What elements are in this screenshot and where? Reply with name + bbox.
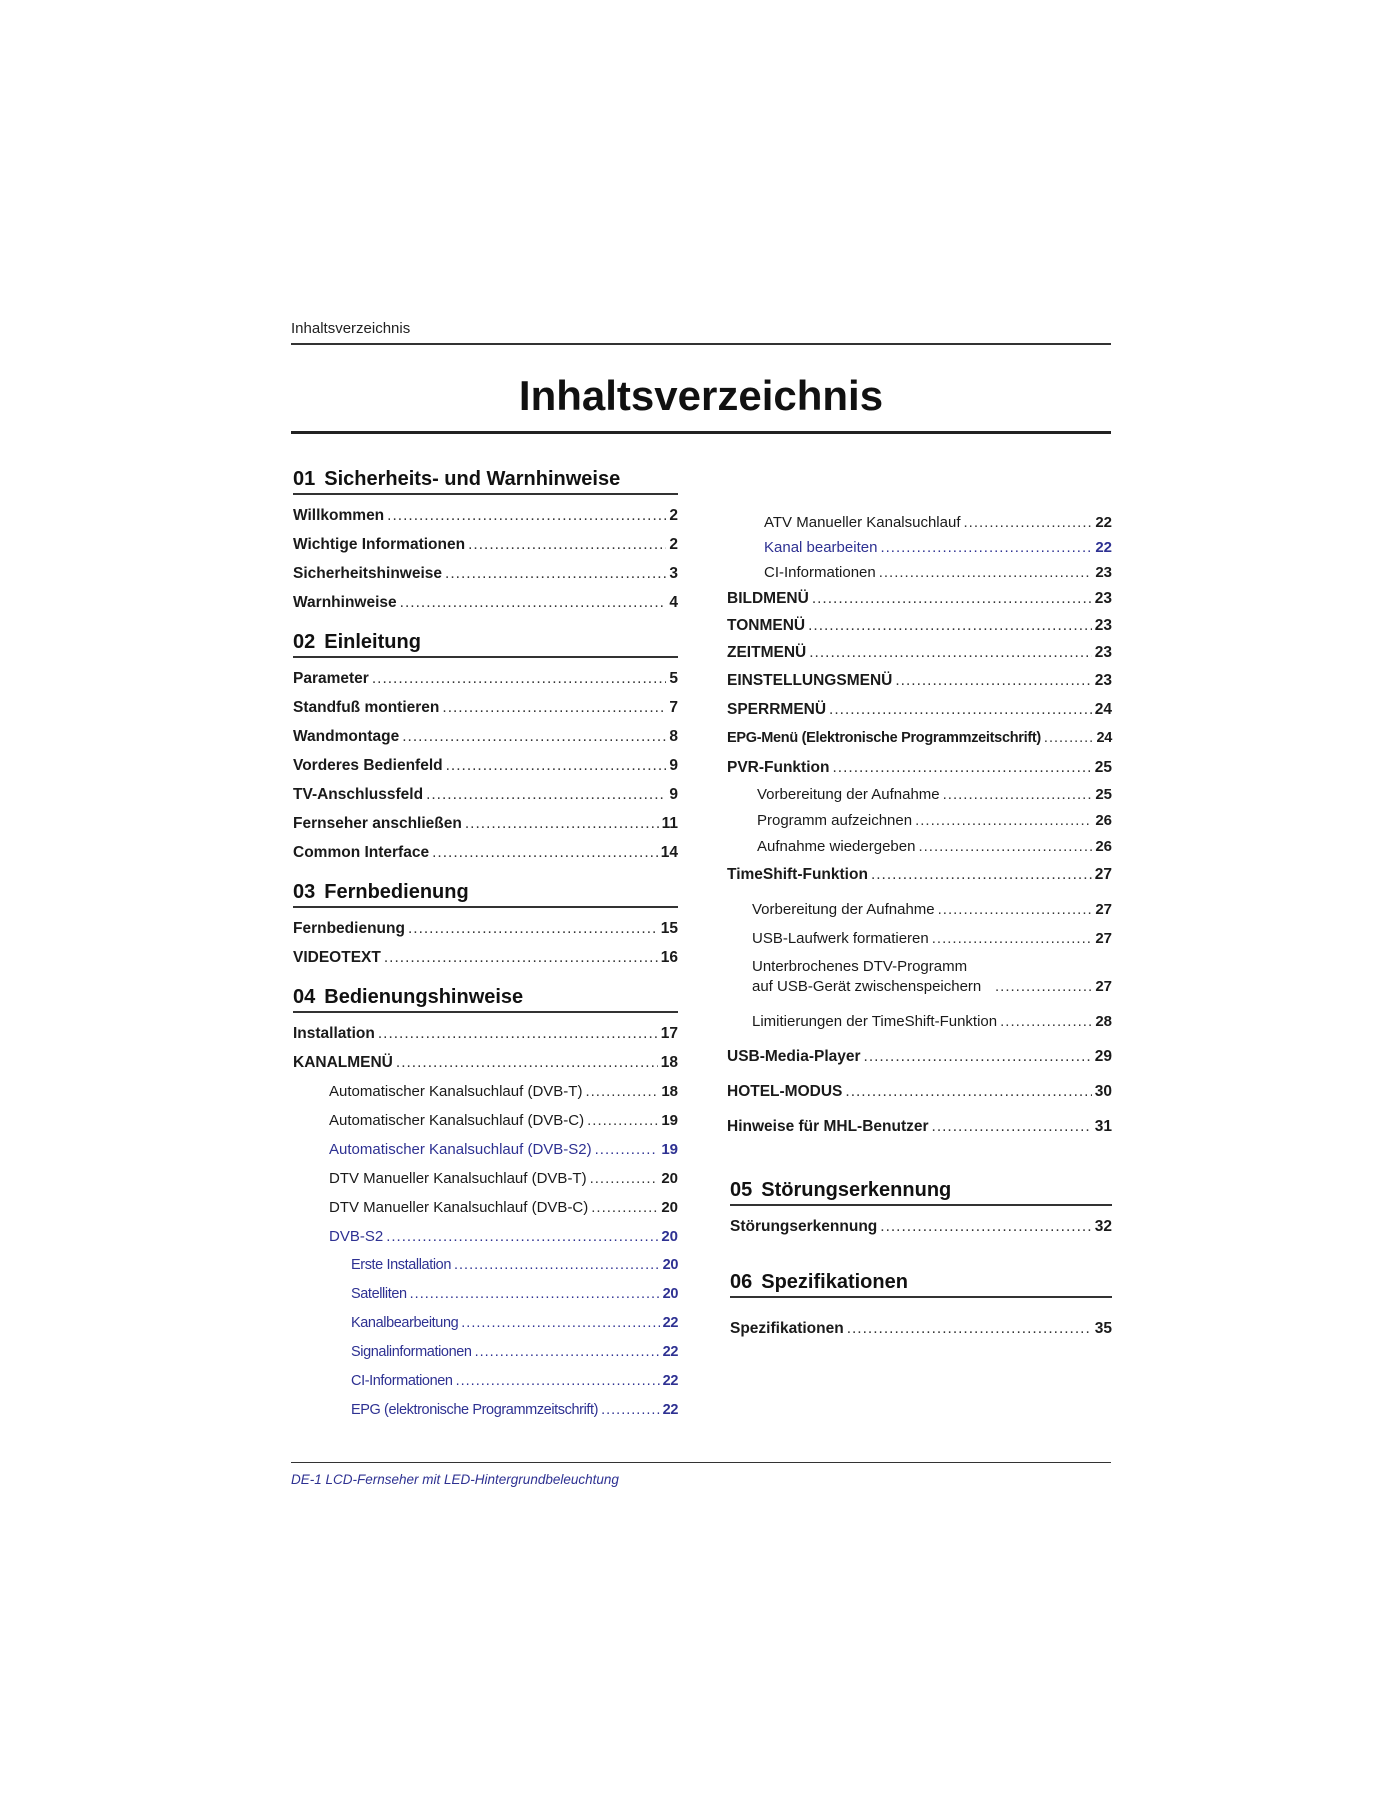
- toc-entry-sperrmenue[interactable]: SPERRMENÜ ..... 24: [727, 695, 1112, 724]
- toc-entry-parameter[interactable]: Parameter ..... 5: [293, 664, 678, 693]
- title-rule: [291, 431, 1111, 434]
- toc-entry-wandmontage[interactable]: Wandmontage ..... 8: [293, 722, 678, 751]
- toc-entry-common-interface[interactable]: Common Interface ..... 14: [293, 838, 678, 867]
- toc-entry-mhl-hinweise[interactable]: Hinweise für MHL-Benutzer ..... 31: [727, 1112, 1112, 1141]
- toc-entry-auto-dvb-t[interactable]: Automatischer Kanalsuchlauf (DVB-T) ..... 18: [293, 1077, 678, 1106]
- toc-entry-fernbedienung[interactable]: Fernbedienung ..... 15: [293, 914, 678, 943]
- toc-entry-pvr-funktion[interactable]: PVR-Funktion ..... 25: [727, 753, 1112, 782]
- toc-section-03: [293, 881, 678, 972]
- header-rule: [291, 343, 1111, 345]
- toc-right-column: [727, 510, 1112, 1357]
- toc-entry-aufnahme-wiedergeben[interactable]: Aufnahme wiedergeben ..... 26: [727, 834, 1112, 860]
- toc-entry-standfuss[interactable]: Standfuß montieren ..... 7: [293, 693, 678, 722]
- toc-entry-vorbereitung-aufnahme[interactable]: Vorbereitung der Aufnahme ..... 25: [727, 782, 1112, 808]
- toc-entry-dtv-zwischenspeichern[interactable]: Unterbrochenes DTV-Programm auf USB-Gerät zwischenspeichern ..... 27: [727, 953, 1112, 1001]
- toc-entry-satelliten[interactable]: Satelliten ..... 20: [293, 1280, 678, 1309]
- toc-entry-kanalmenue[interactable]: KANALMENÜ ..... 18: [293, 1048, 678, 1077]
- toc-entry-bildmenue[interactable]: BILDMENÜ ..... 23: [727, 585, 1112, 612]
- toc-entry-fernseher-anschliessen[interactable]: Fernseher anschließen ..... 11: [293, 809, 678, 838]
- section-heading: 03 Fernbedienung: [293, 881, 678, 908]
- toc-entry-atv-manual[interactable]: ATV Manueller Kanalsuchlauf ..... 22: [727, 510, 1112, 535]
- toc-entry-stoerungserkennung[interactable]: Störungserkennung ..... 32: [730, 1212, 1112, 1241]
- toc-section-02: [293, 631, 678, 867]
- toc-entry-usb-formatieren[interactable]: USB-Laufwerk formatieren ..... 27: [727, 924, 1112, 953]
- toc-entry-dtv-manual-dvb-c[interactable]: DTV Manueller Kanalsuchlauf (DVB-C) ..... 20: [293, 1193, 678, 1222]
- section-heading: 06 Spezifikationen: [730, 1271, 1112, 1298]
- toc-section-01: [293, 468, 678, 617]
- toc-entry-kanal-bearbeiten[interactable]: Kanal bearbeiten ..... 22: [727, 535, 1112, 560]
- toc-entry-timeshift-vorbereitung[interactable]: Vorbereitung der Aufnahme ..... 27: [727, 895, 1112, 924]
- toc-entry-timeshift[interactable]: TimeShift-Funktion ..... 27: [727, 860, 1112, 889]
- toc-entry-einstellungsmenue[interactable]: EINSTELLUNGSMENÜ ..... 23: [727, 666, 1112, 695]
- section-heading: 05 Störungserkennung: [730, 1179, 1112, 1206]
- toc-section-05: [730, 1179, 1112, 1241]
- toc-entry-sicherheitshinweise[interactable]: Sicherheitshinweise ..... 3: [293, 559, 678, 588]
- toc-entry-zeitmenue[interactable]: ZEITMENÜ ..... 23: [727, 639, 1112, 666]
- toc-entry-vorderes-bedienfeld[interactable]: Vorderes Bedienfeld ..... 9: [293, 751, 678, 780]
- toc-entry-auto-dvb-c[interactable]: Automatischer Kanalsuchlauf (DVB-C) ..... 19: [293, 1106, 678, 1135]
- toc-entry-videotext[interactable]: VIDEOTEXT ..... 16: [293, 943, 678, 972]
- toc-entry-auto-dvb-s2[interactable]: Automatischer Kanalsuchlauf (DVB-S2) ..... 19: [293, 1135, 678, 1164]
- toc-entry-erste-installation[interactable]: Erste Installation ..... 20: [293, 1251, 678, 1280]
- running-head: Inhaltsverzeichnis: [291, 320, 411, 337]
- toc-entry-ci-informationen[interactable]: CI-Informationen ..... 22: [293, 1367, 678, 1396]
- page-title: Inhaltsverzeichnis: [518, 372, 884, 419]
- toc-entry-tonmenue[interactable]: TONMENÜ ..... 23: [727, 612, 1112, 639]
- toc-left-column: [293, 468, 678, 1439]
- toc-section-06: [730, 1271, 1112, 1343]
- page-footer: DE-1 LCD-Fernseher mit LED-Hintergrundbeleuchtung: [291, 1472, 619, 1487]
- toc-entry-kanalbearbeitung[interactable]: Kanalbearbeitung ..... 22: [293, 1309, 678, 1338]
- toc-entry-timeshift-limitierungen[interactable]: Limitierungen der TimeShift-Funktion ..... 28: [727, 1007, 1112, 1036]
- toc-entry-epg[interactable]: EPG (elektronische Programmzeitschrift) ..... 22: [293, 1396, 678, 1425]
- toc-entry-signalinformationen[interactable]: Signalinformationen ..... 22: [293, 1338, 678, 1367]
- toc-entry-hotel-modus[interactable]: HOTEL-MODUS ..... 30: [727, 1077, 1112, 1106]
- toc-entry-dvb-s2[interactable]: DVB-S2 ..... 20: [293, 1222, 678, 1251]
- toc-entry-willkommen[interactable]: Willkommen ..... 2: [293, 501, 678, 530]
- toc-entry-programm-aufzeichnen[interactable]: Programm aufzeichnen ..... 26: [727, 808, 1112, 834]
- section-heading: 04 Bedienungshinweise: [293, 986, 678, 1013]
- toc-entry-ci-info[interactable]: CI-Informationen ..... 23: [727, 560, 1112, 585]
- toc-entry-tv-anschlussfeld[interactable]: TV-Anschlussfeld ..... 9: [293, 780, 678, 809]
- section-heading: 02 Einleitung: [293, 631, 678, 658]
- toc-entry-usb-media-player[interactable]: USB-Media-Player ..... 29: [727, 1042, 1112, 1071]
- toc-entry-epg-menue[interactable]: EPG-Menü (Elektronische Programmzeitschrift) ..... 24: [727, 724, 1112, 753]
- toc-section-04: [293, 986, 678, 1425]
- toc-entry-installation[interactable]: Installation ..... 17: [293, 1019, 678, 1048]
- section-heading: 01 Sicherheits- und Warnhinweise: [293, 468, 678, 495]
- toc-entry-spezifikationen[interactable]: Spezifikationen ..... 35: [730, 1314, 1112, 1343]
- toc-entry-warnhinweise[interactable]: Warnhinweise ..... 4: [293, 588, 678, 617]
- toc-entry-dtv-manual-dvb-t[interactable]: DTV Manueller Kanalsuchlauf (DVB-T) ..... 20: [293, 1164, 678, 1193]
- footer-rule: [291, 1462, 1111, 1463]
- toc-entry-wichtige-informationen[interactable]: Wichtige Informationen ..... 2: [293, 530, 678, 559]
